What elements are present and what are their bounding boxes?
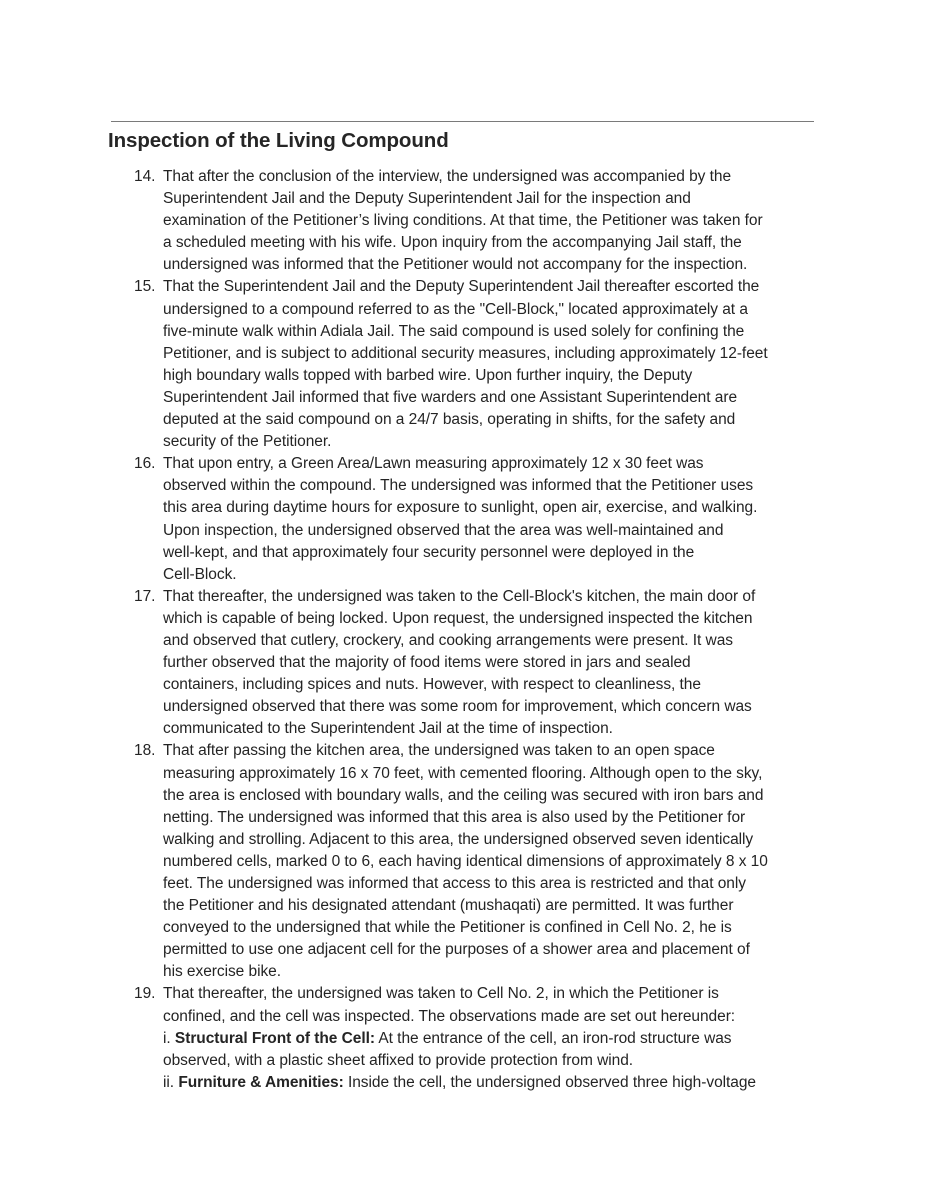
paragraph-line: undersigned was informed that the Petitioner would not accompany for the inspection.	[163, 256, 748, 274]
sub-item-marker: ii.	[163, 1073, 179, 1091]
paragraph-line: conveyed to the undersigned that while the Petitioner is confined in Cell No. 2, he is	[163, 919, 732, 937]
paragraph-line: undersigned to a compound referred to as the "Cell-Block," located approximately at a	[163, 300, 748, 318]
sub-item-line: observed, with a plastic sheet affixed to provide protection from wind.	[163, 1051, 634, 1069]
paragraph-line: That the Superintendent Jail and the Deputy Superintendent Jail thereafter escorted the	[163, 278, 760, 296]
section-heading: Inspection of the Living Compound	[108, 129, 449, 152]
sub-item-marker: i.	[163, 1029, 175, 1047]
sub-item-text: Inside the cell, the undersigned observed three high-voltage	[343, 1073, 756, 1091]
sub-item-text: At the entrance of the cell, an iron-rod structure was	[374, 1029, 732, 1047]
paragraph-line: deputed at the said compound on a 24/7 basis, operating in shifts, for the safety and	[163, 411, 736, 429]
paragraph-line: and observed that cutlery, crockery, and cooking arrangements were present. It was	[163, 631, 733, 649]
sub-item	[163, 1028, 828, 1050]
paragraph-number: 15.	[134, 278, 156, 296]
sub-item	[163, 1072, 828, 1094]
paragraph-line: permitted to use one adjacent cell for the purposes of a shower area and placement of	[163, 941, 750, 959]
paragraph-number: 18.	[134, 742, 156, 760]
paragraph-line: Superintendent Jail informed that five warders and one Assistant Superintendent are	[163, 388, 738, 406]
paragraph-number: 17.	[134, 587, 156, 605]
paragraph-line: undersigned observed that there was some room for improvement, which concern was	[163, 698, 752, 716]
numbered-paragraph-list	[134, 166, 828, 1094]
paragraph-line: That thereafter, the undersigned was taken to the Cell-Block's kitchen, the main door of	[163, 587, 756, 605]
section-divider	[111, 121, 814, 122]
paragraph-16	[134, 453, 828, 586]
paragraph-line: Petitioner, and is subject to additional security measures, including approximately 12-feet	[163, 344, 768, 362]
paragraph-line: That after passing the kitchen area, the undersigned was taken to an open space	[163, 742, 715, 760]
paragraph-14	[134, 166, 828, 276]
paragraph-number: 14.	[134, 168, 156, 185]
paragraph-line: this area during daytime hours for exposure to sunlight, open air, exercise, and walking.	[163, 499, 758, 517]
sub-item-label: Structural Front of the Cell:	[174, 1029, 375, 1047]
paragraph-18	[134, 740, 828, 983]
paragraph-line: security of the Petitioner.	[163, 433, 332, 451]
paragraph-line: well-kept, and that approximately four security personnel were deployed in the	[163, 543, 695, 561]
paragraph-line: netting. The undersigned was informed that this area is also used by the Petitioner for	[163, 808, 746, 826]
paragraph-line: Upon inspection, the undersigned observed that the area was well-maintained and	[163, 521, 724, 539]
paragraph-line: confined, and the cell was inspected. The observations made are set out hereunder:	[163, 1007, 736, 1025]
paragraph-line: That upon entry, a Green Area/Lawn measuring approximately 12 x 30 feet was	[163, 455, 704, 473]
paragraph-line: That after the conclusion of the interview, the undersigned was accompanied by the	[163, 168, 732, 185]
paragraph-line: his exercise bike.	[163, 963, 281, 981]
paragraph-line: high boundary walls topped with barbed wire. Upon further inquiry, the Deputy	[163, 366, 693, 384]
paragraph-line: which is capable of being locked. Upon request, the undersigned inspected the kitchen	[163, 609, 753, 627]
paragraph-line: walking and strolling. Adjacent to this area, the undersigned observed seven identically	[163, 830, 754, 848]
paragraph-number: 16.	[134, 455, 156, 473]
paragraph-line: Cell-Block.	[163, 565, 237, 583]
paragraph-line: the area is enclosed with boundary walls, and the ceiling was secured with iron bars and	[163, 786, 764, 804]
paragraph-line: the Petitioner and his designated attendant (mushaqati) are permitted. It was further	[163, 897, 734, 915]
paragraph-line: feet. The undersigned was informed that access to this area is restricted and that only	[163, 875, 746, 892]
paragraph-19	[134, 983, 828, 1093]
paragraph-line: communicated to the Superintendent Jail at the time of inspection.	[163, 720, 613, 738]
paragraph-line: observed within the compound. The undersigned was informed that the Petitioner uses	[163, 477, 754, 495]
paragraph-line: numbered cells, marked 0 to 6, each having identical dimensions of approximately 8 x 10	[163, 852, 768, 870]
paragraph-line: Superintendent Jail and the Deputy Superintendent Jail for the inspection and	[163, 190, 691, 208]
paragraph-line: further observed that the majority of food items were stored in jars and sealed	[163, 654, 691, 672]
paragraph-line: five-minute walk within Adiala Jail. The said compound is used solely for confining the	[163, 322, 745, 340]
paragraph-line: measuring approximately 16 x 70 feet, with cemented flooring. Although open to the sky,	[163, 764, 763, 782]
paragraph-15	[134, 276, 828, 453]
paragraph-17	[134, 586, 828, 741]
paragraph-line: That thereafter, the undersigned was taken to Cell No. 2, in which the Petitioner is	[163, 985, 719, 1003]
paragraph-line: containers, including spices and nuts. However, with respect to cleanliness, the	[163, 676, 701, 694]
paragraph-line: examination of the Petitioner’s living conditions. At that time, the Petitioner was taken for	[163, 212, 763, 230]
sub-item-label: Furniture & Amenities:	[178, 1073, 344, 1091]
paragraph-number: 19.	[134, 985, 156, 1003]
paragraph-line: a scheduled meeting with his wife. Upon inquiry from the accompanying Jail staff, the	[163, 234, 742, 252]
